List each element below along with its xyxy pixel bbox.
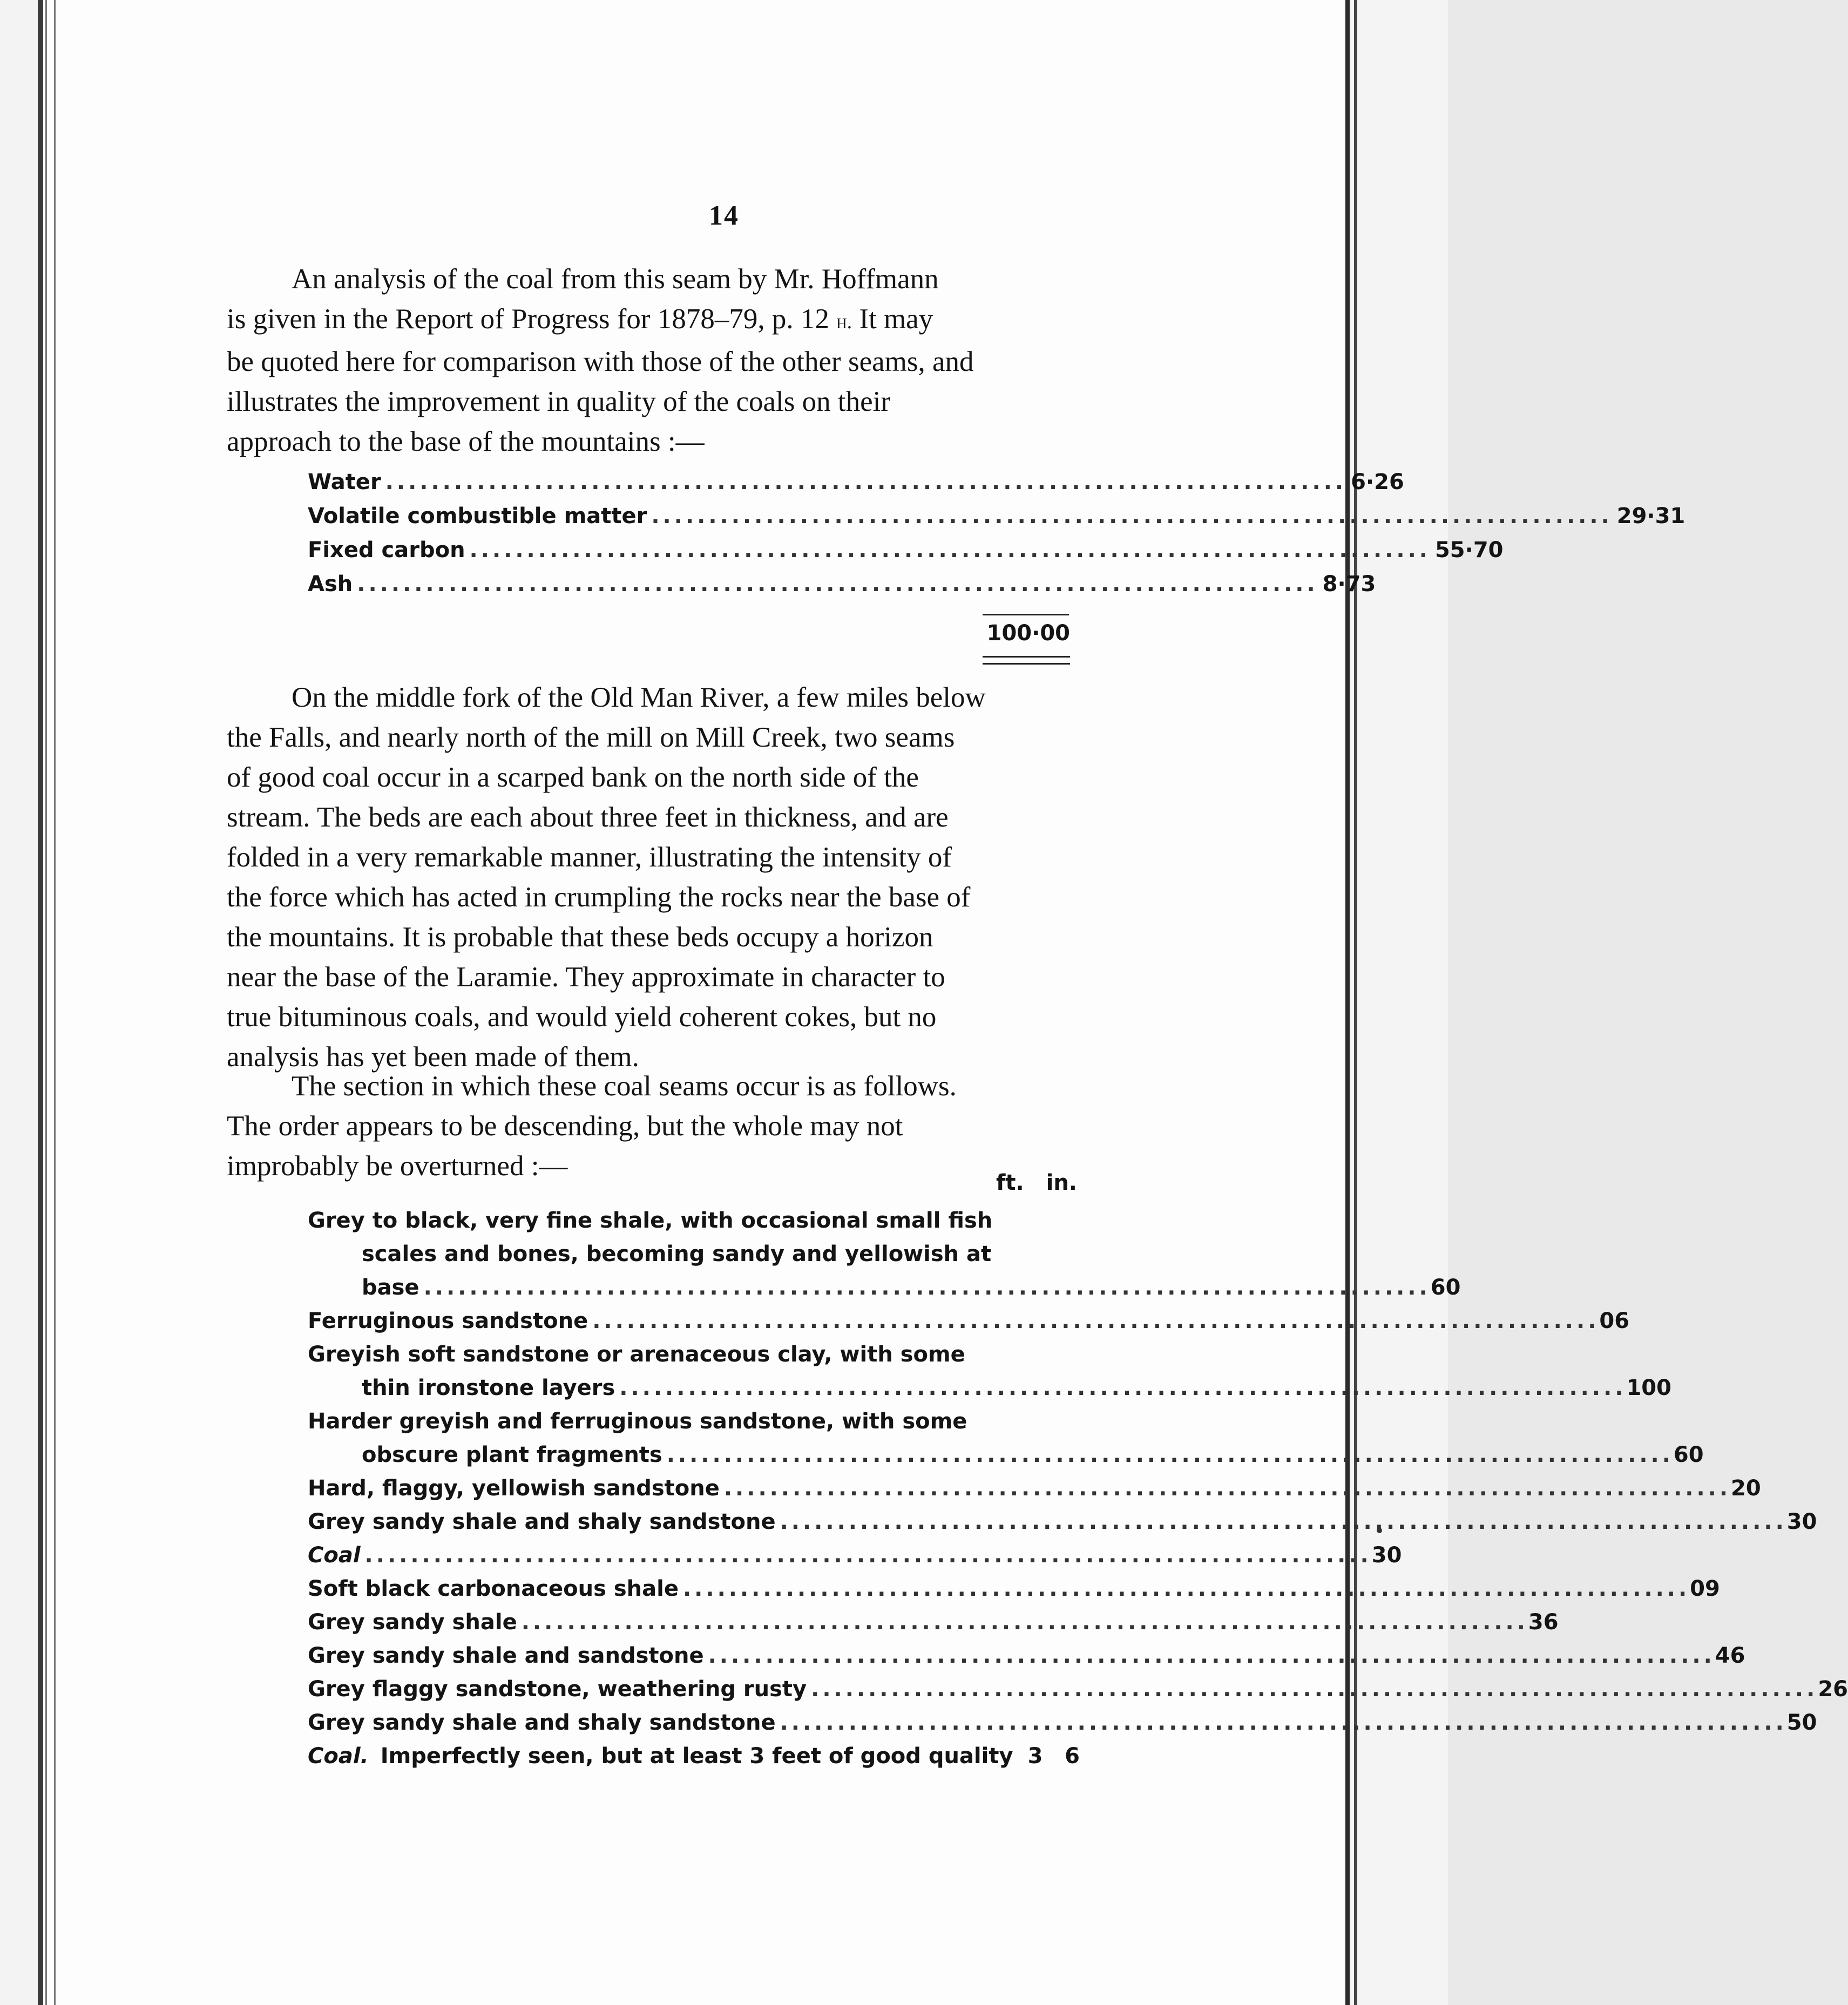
- units-header: ft. in.: [996, 1170, 1077, 1195]
- para-line: be quoted here for comparison with those of the other seams, and: [227, 346, 974, 377]
- section-row: Grey to black, very fine shale, with occasional small fish: [308, 1208, 993, 1233]
- analysis-total: 100·00: [986, 621, 1070, 646]
- para-line: folded in a very remarkable manner, illustrating the intensity of: [227, 842, 952, 873]
- para-line: stream. The beds are each about three feet in thickness, and are: [227, 802, 949, 833]
- section-row: Coal ........................................................................................ 3 0: [308, 1543, 1402, 1568]
- para-line: The section in which these coal seams occur is as follows.: [292, 1071, 957, 1102]
- spine-line: [54, 0, 56, 2005]
- double-rule: [983, 656, 1070, 665]
- para-line: An analysis of the coal from this seam by Mr. Hoffmann: [292, 263, 939, 295]
- para-line: the force which has acted in crumpling the rocks near the base of: [227, 882, 971, 913]
- section-row: Greyish soft sandstone or arenaceous clay, with some: [308, 1342, 965, 1367]
- para-line: On the middle fork of the Old Man River, a few miles below: [292, 682, 986, 713]
- sum-rule: [983, 614, 1069, 615]
- section-row: obscure plant fragments ........................................................................................ 6 0: [362, 1442, 1704, 1467]
- section-row: Grey sandy shale and sandstone ........................................................................................ 4 6: [308, 1643, 1745, 1668]
- section-row: Hard, flaggy, yellowish sandstone ........................................................................................ 2 0: [308, 1476, 1761, 1501]
- section-row: Coal. Imperfectly seen, but at least 3 feet of good quality 3 6: [308, 1744, 1080, 1769]
- analysis-row: Ash .................................................................................... 8·73: [308, 572, 1376, 597]
- scan-left-margin: [0, 0, 38, 2005]
- coal-analysis-table: [308, 470, 1685, 606]
- section-row: base ........................................................................................ 6 0: [362, 1275, 1461, 1300]
- analysis-row: Volatile combustible matter .................................................................................... 29·31: [308, 504, 1685, 529]
- middle-fork-paragraph: [227, 678, 1150, 1077]
- page-number: 14: [709, 200, 739, 231]
- para-line: true bituminous coals, and would yield coherent cokes, but no: [227, 1001, 937, 1033]
- section-row: scales and bones, becoming sandy and yellowish at: [362, 1242, 992, 1266]
- spine-line: [45, 0, 47, 2005]
- analysis-row: Fixed carbon .................................................................................... 55·70: [308, 538, 1504, 563]
- para-line: near the base of the Laramie. They approximate in character to: [227, 961, 945, 993]
- section-row: Harder greyish and ferruginous sandstone, with some: [308, 1409, 967, 1434]
- section-row: Soft black carbonaceous shale ........................................................................................ 0 9: [308, 1576, 1720, 1601]
- analysis-row: Water .................................................................................... 6·26: [308, 470, 1404, 495]
- para-line: illustrates the improvement in quality of the coals on their: [227, 386, 891, 417]
- geological-section-table: [308, 1204, 1848, 1773]
- section-row: Grey sandy shale and shaly sandstone ........................................................................................ 5 0: [308, 1710, 1817, 1735]
- section-row: Ferruginous sandstone ........................................................................................ 0 6: [308, 1309, 1630, 1333]
- para-line: improbably be overturned :—: [227, 1150, 568, 1182]
- para-line: of good coal occur in a scarped bank on the north side of the: [227, 762, 919, 793]
- para-line: the mountains. It is probable that these beds occupy a horizon: [227, 922, 933, 953]
- section-row: thin ironstone layers ........................................................................................ 10 0: [362, 1376, 1671, 1400]
- section-row: Grey sandy shale ........................................................................................ 3 6: [308, 1610, 1559, 1635]
- section-intro-paragraph: [227, 1066, 1150, 1186]
- para-line: The order appears to be descending, but the whole may not: [227, 1110, 903, 1142]
- intro-paragraph: [227, 259, 1150, 462]
- para-line: the Falls, and nearly north of the mill on Mill Creek, two seams: [227, 722, 955, 753]
- para-line: is given in the Report of Progress for 1878–79, p. 12 h. It may: [227, 303, 933, 335]
- section-row: Grey sandy shale and shaly sandstone ........................................................................................ 3 0: [308, 1509, 1817, 1534]
- section-row: Grey flaggy sandstone, weathering rusty ........................................................................................ 2 6: [308, 1677, 1848, 1702]
- para-line: approach to the base of the mountains :—: [227, 426, 705, 457]
- para-line: analysis has yet been made of them.: [227, 1041, 639, 1073]
